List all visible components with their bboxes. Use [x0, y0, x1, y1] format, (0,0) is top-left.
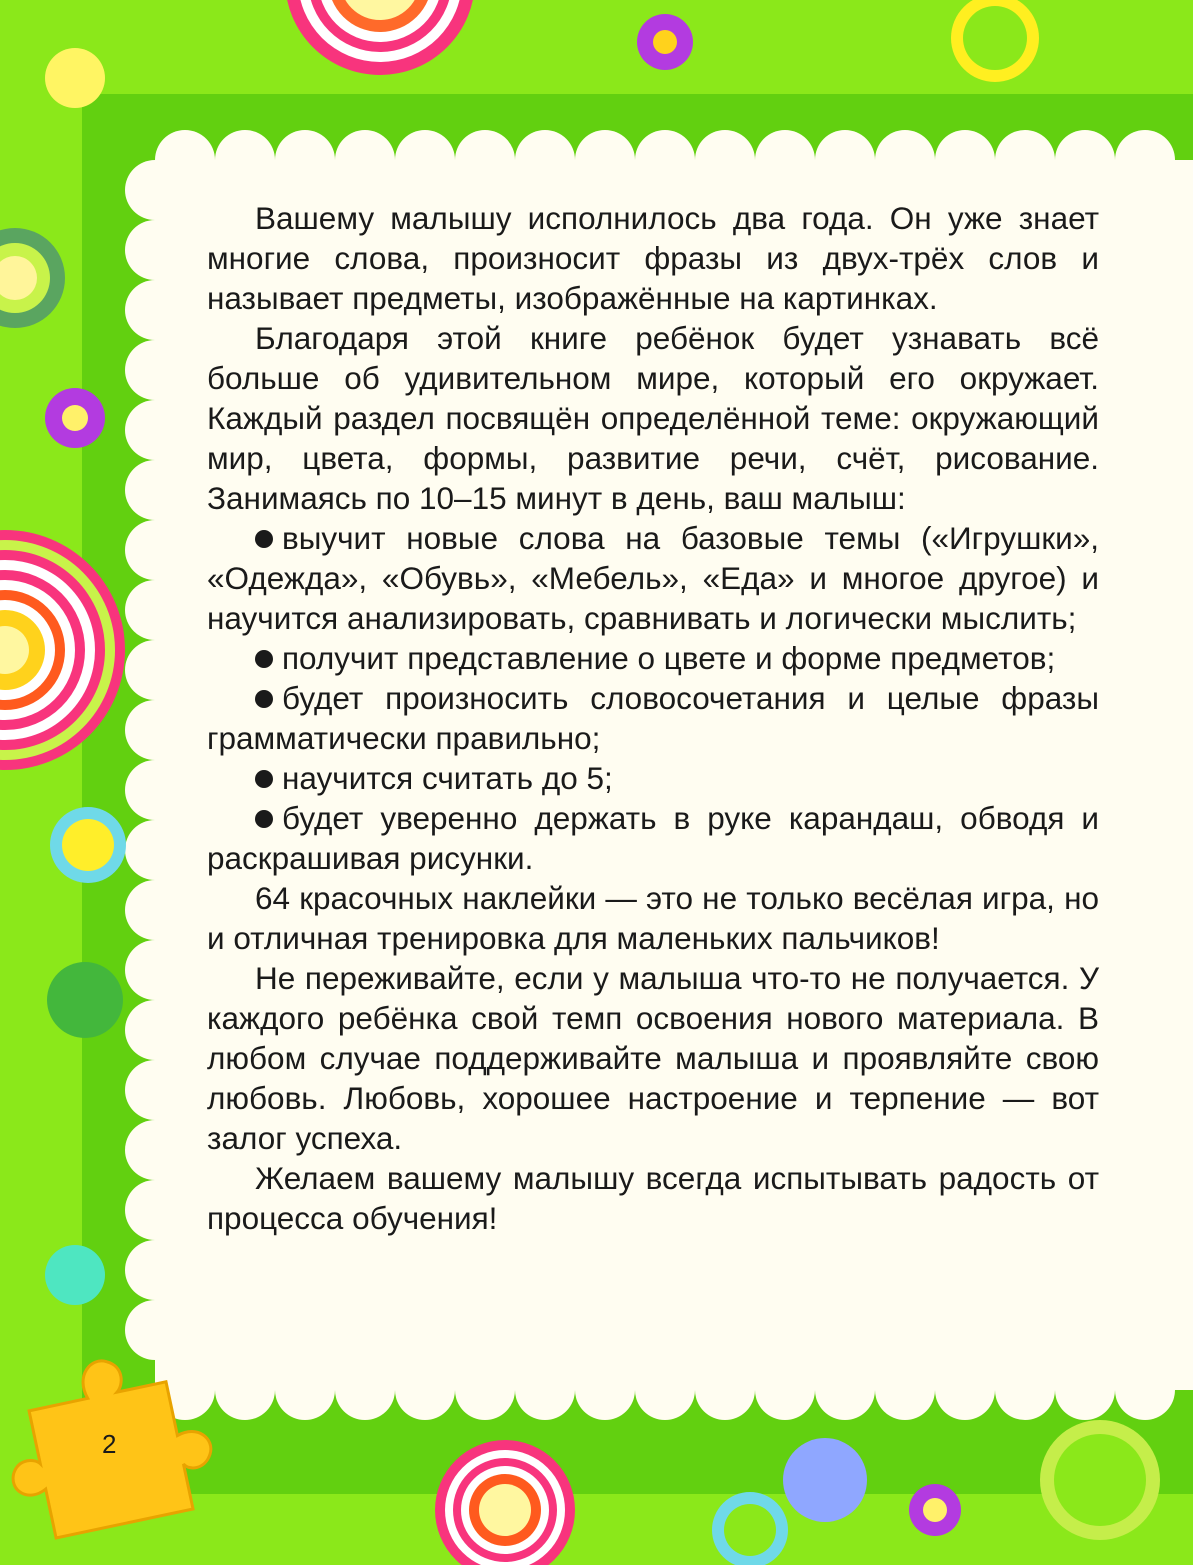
scallop	[575, 1360, 635, 1420]
bullet-icon	[255, 770, 273, 788]
scallop	[215, 130, 275, 190]
scallop	[125, 880, 185, 940]
scallop	[125, 1120, 185, 1180]
stickers-paragraph: 64 красочных наклейки — это не только весёлая игра, но и отличная тренировка для маленьких пальчиков!	[207, 880, 1099, 956]
dot-circle-icon	[1040, 1420, 1160, 1540]
scallop	[935, 1360, 995, 1420]
page-number: 2	[102, 1429, 117, 1459]
bullet-icon	[255, 810, 273, 828]
scallop	[455, 1360, 515, 1420]
concentric-circles-icon	[0, 228, 65, 328]
dot-circle-icon	[45, 388, 105, 448]
bullet-item	[207, 798, 1099, 878]
scallop	[125, 460, 185, 520]
bullet-text: будет уверенно держать в руке карандаш, обводя и раскрашивая рисунки.	[207, 800, 1099, 876]
dot-circle-icon	[45, 1245, 105, 1305]
scallop	[125, 400, 185, 460]
bullet-item	[207, 758, 1099, 798]
scallop	[695, 130, 755, 190]
scallop	[695, 1360, 755, 1420]
advice-paragraph: Не переживайте, если у малыша что-то не получается. У каждого ребёнка свой темп освоения нового материала. В любом случае поддерживайте малыша и проявляйте свою любовь. Любовь, хорошее настроение и терпение — вот залог успеха.	[207, 960, 1099, 1156]
intro-paragraph: Вашему малышу исполнилось два года. Он уже знает многие слова, произносит фразы из двух-трёх слов и называет предметы, изображённые на картинках.	[207, 200, 1099, 316]
bullet-item	[207, 638, 1099, 678]
scallop	[455, 130, 515, 190]
scallop	[935, 130, 995, 190]
scallop	[1055, 1360, 1115, 1420]
scallop	[125, 640, 185, 700]
scallop	[875, 1360, 935, 1420]
wish-paragraph: Желаем вашему малышу всегда испытывать радость от процесса обучения!	[207, 1160, 1099, 1236]
scallop	[635, 130, 695, 190]
scallop	[515, 1360, 575, 1420]
dot-circle-icon	[47, 962, 123, 1038]
scallop	[125, 160, 185, 220]
scallop	[125, 1240, 185, 1300]
scallop	[875, 130, 935, 190]
scallop	[125, 820, 185, 880]
scallop	[275, 130, 335, 190]
bullet-text: выучит новые слова на базовые темы («Игрушки», «Одежда», «Обувь», «Мебель», «Еда» и многое другое) и научится анализировать, сравнивать и логически мыслить;	[207, 520, 1099, 636]
bullet-text: получит представление о цвете и форме предметов;	[282, 640, 1056, 676]
dot-circle-icon	[45, 48, 105, 108]
scallop	[125, 700, 185, 760]
bullet-icon	[255, 650, 273, 668]
page-body	[207, 198, 1099, 1238]
scallop	[1115, 1360, 1175, 1420]
scallop	[335, 1360, 395, 1420]
scallop	[395, 130, 455, 190]
bullet-icon	[255, 690, 273, 708]
dot-circle-icon	[637, 14, 693, 70]
dot-circle-icon	[951, 0, 1039, 82]
bullet-icon	[255, 530, 273, 548]
bullet-item	[207, 678, 1099, 758]
concentric-circles-icon	[285, 0, 475, 75]
scallop	[125, 1060, 185, 1120]
bullet-text: будет произносить словосочетания и целые фразы грамматически правильно;	[207, 680, 1099, 756]
scallop	[125, 760, 185, 820]
scallop	[275, 1360, 335, 1420]
scallop	[515, 130, 575, 190]
dot-circle-icon	[50, 807, 126, 883]
scallop	[125, 580, 185, 640]
bullet-text: научится считать до 5;	[282, 760, 613, 796]
dot-circle-icon	[712, 1492, 788, 1565]
bullet-item	[207, 518, 1099, 638]
scallop	[635, 1360, 695, 1420]
scallop	[995, 1360, 1055, 1420]
scallop	[215, 1360, 275, 1420]
dot-circle-icon	[909, 1484, 961, 1536]
scallop	[125, 520, 185, 580]
scallop	[1115, 130, 1175, 190]
scallop	[125, 1180, 185, 1240]
scallop	[125, 340, 185, 400]
about-book-paragraph: Благодаря этой книге ребёнок будет узнавать всё больше об удивительном мире, который его окружает. Каждый раздел посвящён определённой теме: окружающий мир, цвета, формы, развитие речи, счёт, рисование. Занимаясь по 10–15 минут в день, ваш малыш:	[207, 320, 1099, 516]
scallop	[815, 1360, 875, 1420]
scallop	[125, 220, 185, 280]
scallop	[125, 940, 185, 1000]
scallop	[395, 1360, 455, 1420]
scallop	[575, 130, 635, 190]
scallop	[125, 280, 185, 340]
scallop	[125, 1000, 185, 1060]
scallop	[1055, 130, 1115, 190]
dot-circle-icon	[783, 1438, 867, 1522]
scallop	[995, 130, 1055, 190]
scallop	[755, 130, 815, 190]
scallop	[125, 1300, 185, 1360]
scallop	[755, 1360, 815, 1420]
scallop	[335, 130, 395, 190]
scallop	[815, 130, 875, 190]
